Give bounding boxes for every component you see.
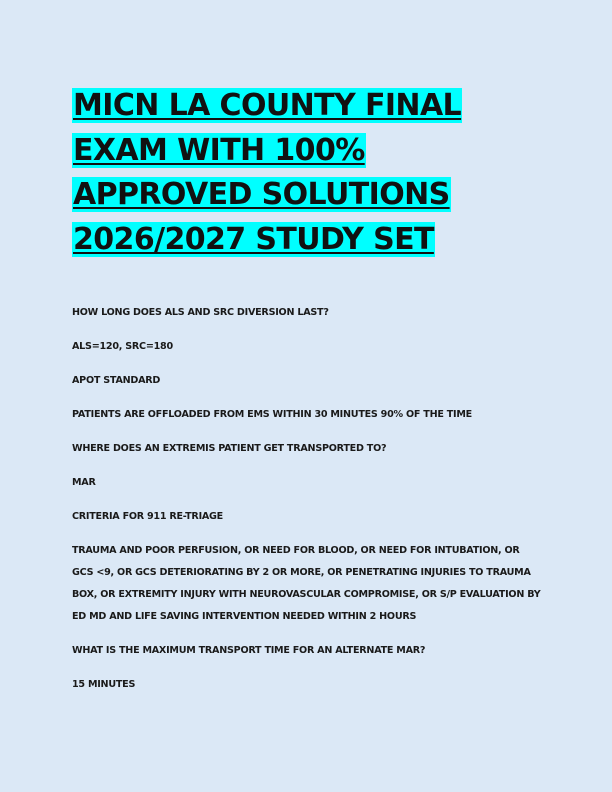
question-4: CRITERIA FOR 911 RE-TRIAGE: [72, 511, 223, 522]
question-1: HOW LONG DOES ALS AND SRC DIVERSION LAST?: [72, 307, 329, 318]
question-3: WHERE DOES AN EXTREMIS PATIENT GET TRANSPORTED TO?: [72, 443, 387, 454]
question-5: WHAT IS THE MAXIMUM TRANSPORT TIME FOR AN ALTERNATE MAR?: [72, 645, 426, 656]
answer-2: PATIENTS ARE OFFLOADED FROM EMS WITHIN 30 MINUTES 90% OF THE TIME: [72, 409, 472, 420]
answer-5: 15 MINUTES: [72, 679, 136, 690]
answer-1: ALS=120, SRC=180: [72, 341, 173, 352]
answer-4: TRAUMA AND POOR PERFUSION, OR NEED FOR BLOOD, OR NEED FOR INTUBATION, OR GCS <9, OR GCS DETERIORATING BY 2 OR MORE, OR PENETRATING INJURIES TO TRAUMA BOX, OR EXTREMITY INJURY WITH NEUROVASCULAR COMPROMISE, OR S/P EVALUATION BY ED MD AND LIFE SAVING INTERVENTION NEEDED WITHIN 2 HOURS: [72, 545, 541, 622]
answer-3: MAR: [72, 477, 96, 488]
document-title: [72, 84, 542, 262]
document-title-text: MICN LA COUNTY FINAL EXAM WITH 100% APPROVED SOLUTIONS 2026/2027 STUDY SET: [73, 88, 462, 257]
question-2: APOT STANDARD: [72, 375, 161, 386]
